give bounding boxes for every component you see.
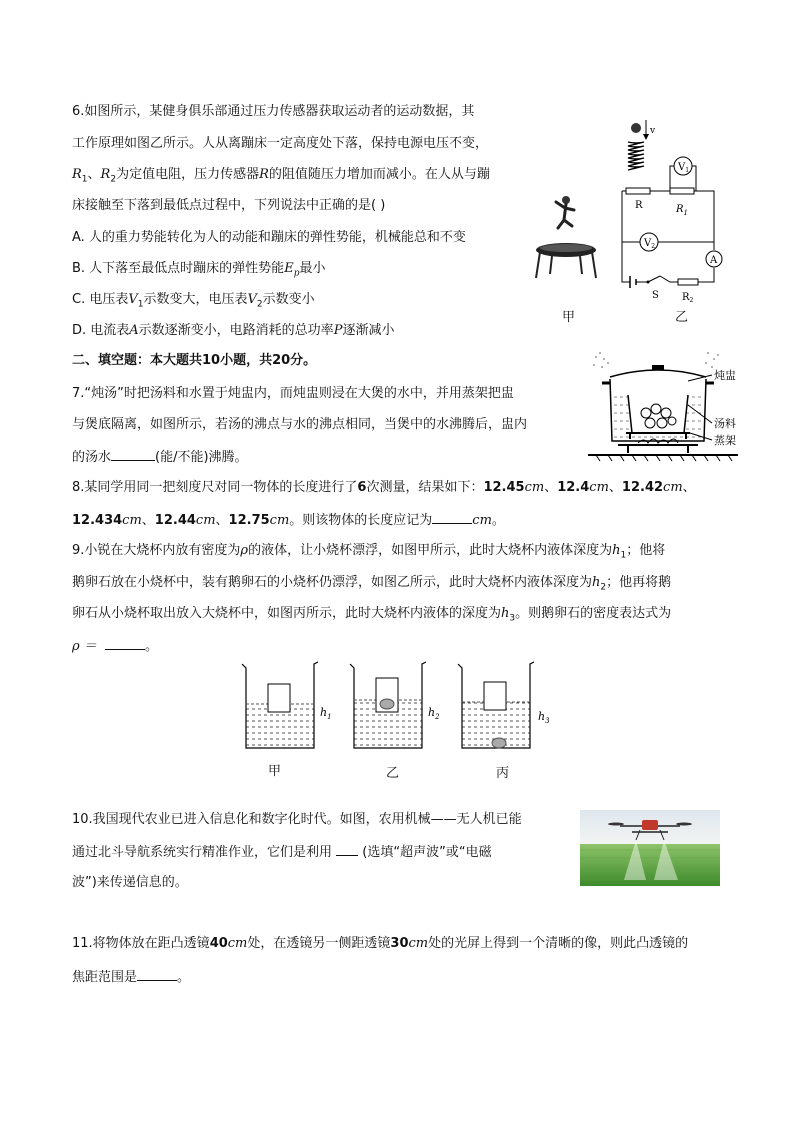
q10-line-3: 波”)来传递信息的。 [72, 875, 188, 890]
q6-option-a: A. 人的重力势能转化为人的动能和蹦床的弹性势能，机械能总和不变 [72, 230, 466, 245]
unit: cm [122, 513, 142, 528]
label-tangliao: 汤料 [714, 417, 736, 430]
caption-jia-beaker: 甲 [268, 764, 282, 779]
unit: cm [227, 936, 248, 951]
h-symbol: h [592, 575, 601, 590]
circuit-diagram [608, 114, 728, 306]
stew-pot-figure [588, 345, 748, 465]
unit: cm [589, 480, 609, 495]
q9-line-3 [72, 605, 671, 628]
unit: cm [269, 513, 290, 528]
q8-value-5: 12.44 [154, 513, 196, 528]
v2-sub: 2 [256, 299, 263, 310]
q8-line-2 [72, 510, 505, 530]
p-symbol: P [333, 323, 343, 338]
q11-post: 处的光屏上得到一个清晰的像，则此凸透镜的 [428, 936, 689, 951]
trampoline-figure [528, 190, 608, 290]
h2-sub: 2 [600, 582, 607, 593]
option-b-pre: B. 人下落至最低点时蹦床的弹性势能 [72, 261, 285, 276]
label-h3: $h_3$ [538, 710, 550, 725]
ep-sub: p [293, 268, 300, 279]
sep: 、 [682, 480, 696, 495]
q11-mid: 处，在透镜另一侧距透镜 [247, 936, 391, 951]
q10-line-1: 10.我国现代农业已进入信息化和数字化时代。如图，农用机械——无人机已能 [72, 812, 522, 827]
caption-bing-beaker: 丙 [496, 766, 510, 781]
pebble [492, 738, 506, 748]
label-R1: $R_1$ [676, 204, 688, 217]
unit: cm [524, 480, 545, 495]
option-c-post: 示数变小 [262, 292, 315, 307]
sensor-r [626, 188, 650, 194]
h-symbol: h [501, 606, 510, 621]
pebble [380, 699, 394, 709]
caption-yi: 乙 [675, 310, 689, 325]
q8-mid: 次测量，结果如下： [366, 480, 484, 495]
option-d-mid: 示数逐渐变小，电路消耗的总功率 [138, 323, 334, 338]
ep-symbol: E [284, 261, 294, 276]
q6-line-3 [72, 166, 490, 189]
q8-line-1 [72, 479, 696, 497]
q11-pre: 11.将物体放在距凸透镜 [72, 936, 210, 951]
q8-value-2: 12.4 [557, 480, 590, 495]
answer-blank[interactable] [137, 967, 177, 981]
q7-line-3-b: (能/不能)沸腾。 [155, 450, 248, 465]
r1-symbol: R [72, 167, 82, 182]
q8-value-3: 12.42 [621, 480, 664, 495]
q7-line-1: 7.“炖汤”时把汤料和水置于炖盅内，而炖盅则浸在大煲的水中，并用蒸架把盅 [72, 386, 514, 401]
q8-value-6: 12.75 [228, 513, 270, 528]
option-c-pre: C. 电压表 [72, 292, 129, 307]
drone-photo [580, 810, 720, 886]
q6-line-2: 工作原理如图乙所示。人从离蹦床一定高度处下落，保持电源电压不变， [72, 136, 489, 151]
answer-blank[interactable] [432, 510, 472, 524]
answer-blank[interactable] [105, 636, 145, 650]
q10-b: (选填“超声波”或“电磁 [362, 845, 492, 860]
separator: 、 [87, 167, 101, 182]
option-c-mid: 示数变大，电压表 [143, 292, 248, 307]
beakers-figure [240, 658, 560, 758]
q6-line-4: 床接触至下落到最低点过程中，下列说法中正确的是( ) [72, 198, 386, 213]
h1-sub: 1 [620, 550, 627, 561]
sep: 、 [608, 480, 622, 495]
q11-d2: 30 [390, 936, 409, 951]
label-v: v [650, 126, 656, 136]
section-heading: 二、填空题：本大题共10小题，共20分。 [72, 353, 317, 368]
beaker-jia [242, 662, 318, 748]
sep: 、 [215, 513, 229, 528]
label-h1: $h_1$ [320, 706, 332, 721]
v1-sub: 1 [137, 299, 144, 310]
q6-option-c [72, 291, 315, 314]
rho-equals: ρ ＝ [72, 639, 97, 654]
caption-yi-beaker: 乙 [386, 766, 400, 781]
r1-sub: 1 [81, 174, 88, 185]
label-S: S [652, 290, 659, 301]
label-A: A [710, 255, 718, 266]
lid-icon [610, 370, 706, 377]
option-d-post: 逐渐减小 [342, 323, 395, 338]
spring-icon [628, 142, 644, 170]
q8-value-4: 12.434 [72, 513, 123, 528]
r2-symbol: R [100, 167, 111, 182]
q9-line-4 [72, 636, 158, 656]
q6-line-3-a: 为定值电阻，压力传感器 [116, 167, 260, 182]
v2-symbol: V [247, 292, 257, 307]
battery-icon [630, 276, 636, 288]
q8-tail: 。 [491, 513, 505, 528]
label-R2: $R_2$ [682, 292, 694, 304]
q8-pre: 8.某同学用同一把刻度尺对同一物体的长度进行了 [72, 480, 358, 495]
q10-line-2 [72, 842, 492, 862]
sep: 、 [141, 513, 155, 528]
q11-line2: 焦距范围是 [72, 970, 138, 985]
trampoline-icon [536, 243, 596, 278]
q11-line-2 [72, 967, 190, 987]
q9-h: 。 [145, 639, 159, 654]
q9-a: 9.小锐在大烧杯内放有密度为 [72, 543, 241, 558]
q9-line-1 [72, 542, 665, 565]
q6-option-b [72, 260, 325, 283]
label-R: R [635, 200, 643, 211]
label-dunzhong: 炖盅 [714, 369, 736, 382]
label-V2: $V_2$ [644, 238, 656, 250]
v1-symbol: V [128, 292, 138, 307]
h3-sub: 3 [509, 613, 516, 624]
q8-post: 。则该物体的长度应记为 [289, 513, 433, 528]
label-h2: $h_2$ [428, 706, 440, 721]
q9-f: 卵石从小烧杯取出放入大烧杯中，如图丙所示，此时大烧杯内液体的深度为 [72, 606, 502, 621]
option-d-pre: D. 电流表 [72, 323, 130, 338]
q7-line-2: 与煲底隔离，如图所示，若汤的沸点与水的沸点相同，当煲中的水沸腾后，盅内 [72, 417, 528, 432]
answer-blank[interactable] [111, 447, 155, 461]
jumper-icon [556, 196, 574, 228]
q10-a: 通过北斗导航系统实行精准作业，它们是利用 [72, 845, 333, 860]
h-symbol: h [612, 543, 621, 558]
label-zhengjia: 蒸架 [714, 434, 736, 447]
sep: 、 [544, 480, 558, 495]
q11-d1: 40 [209, 936, 228, 951]
q9-d: 鹅卵石放在小烧杯中，装有鹅卵石的小烧杯仍漂浮，如图乙所示，此时大烧杯内液体深度为 [72, 575, 593, 590]
q6-line-3-b: 的阻值随压力增加而减小。在人从与蹦 [268, 167, 490, 182]
caption-jia: 甲 [562, 310, 576, 325]
label-V1: $V_1$ [678, 162, 690, 174]
r2-sub: 2 [110, 174, 117, 185]
q9-b: 的液体，让小烧杯漂浮，如图甲所示，此时大烧杯内液体深度为 [248, 543, 613, 558]
r-symbol: R [259, 167, 269, 182]
unit: cm [472, 513, 492, 528]
unit: cm [663, 480, 683, 495]
answer-blank[interactable] [336, 842, 358, 856]
resistor-r1 [670, 188, 694, 194]
q6-option-d [72, 322, 394, 340]
q8-count: 6 [357, 480, 367, 495]
rho-symbol: ρ [240, 543, 249, 558]
beaker-bing [458, 662, 534, 748]
a-symbol: A [129, 323, 139, 338]
ball-icon [631, 123, 641, 133]
q9-g: 。则鹅卵石的密度表达式为 [515, 606, 672, 621]
beaker-yi [350, 662, 426, 748]
q8-value-1: 12.45 [483, 480, 525, 495]
option-b-post: 最小 [299, 261, 326, 276]
q9-c: ；他将 [626, 543, 666, 558]
q7-line-3-a: 的汤水 [72, 450, 112, 465]
q9-e: ；他再将鹅 [606, 575, 672, 590]
q7-line-3 [72, 447, 248, 467]
q11-tail: 。 [177, 970, 191, 985]
unit: cm [408, 936, 429, 951]
unit: cm [195, 513, 216, 528]
q6-line-1: 6.如图所示，某健身俱乐部通过压力传感器获取运动者的运动数据，其 [72, 104, 475, 119]
q11-line-1 [72, 935, 688, 953]
q9-line-2 [72, 574, 671, 597]
resistor-r2 [678, 279, 698, 285]
